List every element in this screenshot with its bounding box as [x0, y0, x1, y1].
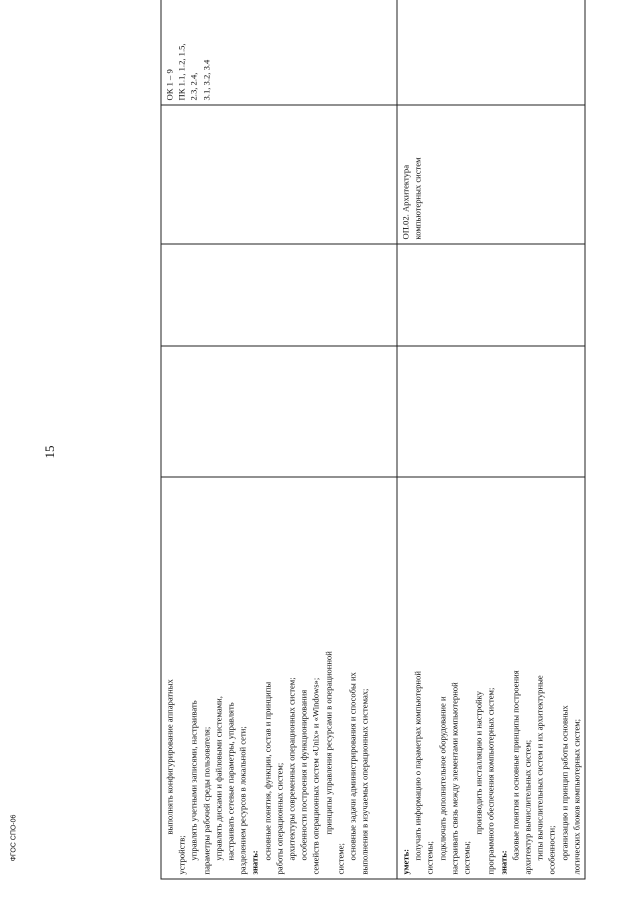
empty-cell	[397, 0, 585, 105]
text-line: устройств;	[176, 835, 187, 875]
text-line: типы вычислительных систем и их архитектурные	[534, 675, 545, 861]
empty-cell	[161, 346, 397, 477]
text-line: выполнять конфигурирование аппаратных	[164, 679, 175, 835]
text-line: архитектур вычислительных систем;	[522, 739, 533, 875]
text-line: управлять учетными записями, настраивать	[188, 700, 199, 861]
text-line: системы;	[424, 841, 435, 875]
skills-cell	[161, 477, 397, 879]
text-line: настраивать связь между элементами компьютерной	[449, 682, 460, 875]
skills-text	[400, 482, 583, 875]
text-line: знать:	[249, 850, 260, 875]
text-line: ОК 1 – 9	[164, 69, 175, 101]
text-line: работы операционных систем;	[274, 762, 285, 875]
text-line: логических блоков компьютерных систем;	[571, 718, 582, 875]
empty-cell	[161, 105, 397, 244]
text-line: основные задачи администрирования и способы их	[347, 672, 358, 861]
text-line: получать информацию о параметрах компьютерной	[412, 671, 423, 861]
discipline-cell	[397, 105, 585, 244]
text-line: ПК 1.1, 1.2, 1.5,	[176, 43, 187, 101]
empty-cell	[397, 346, 585, 477]
page-number: 15	[42, 445, 57, 459]
empty-cell	[397, 244, 585, 346]
text-line: архитектуры современных операционных систем;	[286, 677, 297, 861]
text-line: настраивать сетевые параметры, управлять	[225, 702, 236, 861]
competencies-text	[164, 0, 213, 101]
text-line: знать:	[498, 850, 509, 875]
text-line: системы;	[461, 841, 472, 875]
text-line: производить инсталляцию и настройку	[473, 691, 484, 835]
text-line: особенности построения и функционирования	[298, 689, 309, 861]
text-line: программного обеспечения компьютерных систем;	[485, 687, 496, 875]
text-line: особенности;	[546, 825, 557, 875]
empty-cell	[161, 244, 397, 346]
skills-text	[164, 482, 371, 875]
table-row	[161, 0, 397, 879]
text-line: выполнения в изучаемых операционных системах;	[359, 688, 370, 875]
text-line: основные понятия, функции, состав и принципы	[262, 681, 273, 861]
text-line: 3.1, 3.2, 3.4	[201, 59, 212, 101]
text-line: базовые понятия и основные принципы построения	[510, 670, 521, 861]
skills-cell	[397, 477, 585, 879]
text-line: разделением ресурсов в локальной сети;	[237, 726, 248, 875]
text-line: уметь:	[400, 849, 411, 875]
text-line: 2.3, 2.4,	[188, 72, 199, 101]
footer-code: ФГОС СПО-06	[10, 814, 18, 862]
rotated-table-container	[161, 25, 582, 880]
discipline-table	[161, 0, 586, 880]
text-line: управлять дисками и файловыми системами,	[213, 696, 224, 861]
text-line: параметры рабочей среды пользователя;	[201, 726, 212, 875]
text-line: подключать дополнительное оборудование и	[437, 696, 448, 861]
discipline-name: ОП.02. Архитектура компьютерных систем	[400, 157, 423, 240]
table-row	[397, 0, 585, 879]
competencies-cell	[161, 0, 397, 105]
text-line: организацию и принцип работы основных	[559, 705, 570, 861]
text-line: системе;	[335, 843, 346, 875]
text-line: принципы управления ресурсами в операционной	[323, 651, 334, 835]
text-line: семейств операционных систем «Unix» и «Windows»;	[310, 677, 321, 875]
